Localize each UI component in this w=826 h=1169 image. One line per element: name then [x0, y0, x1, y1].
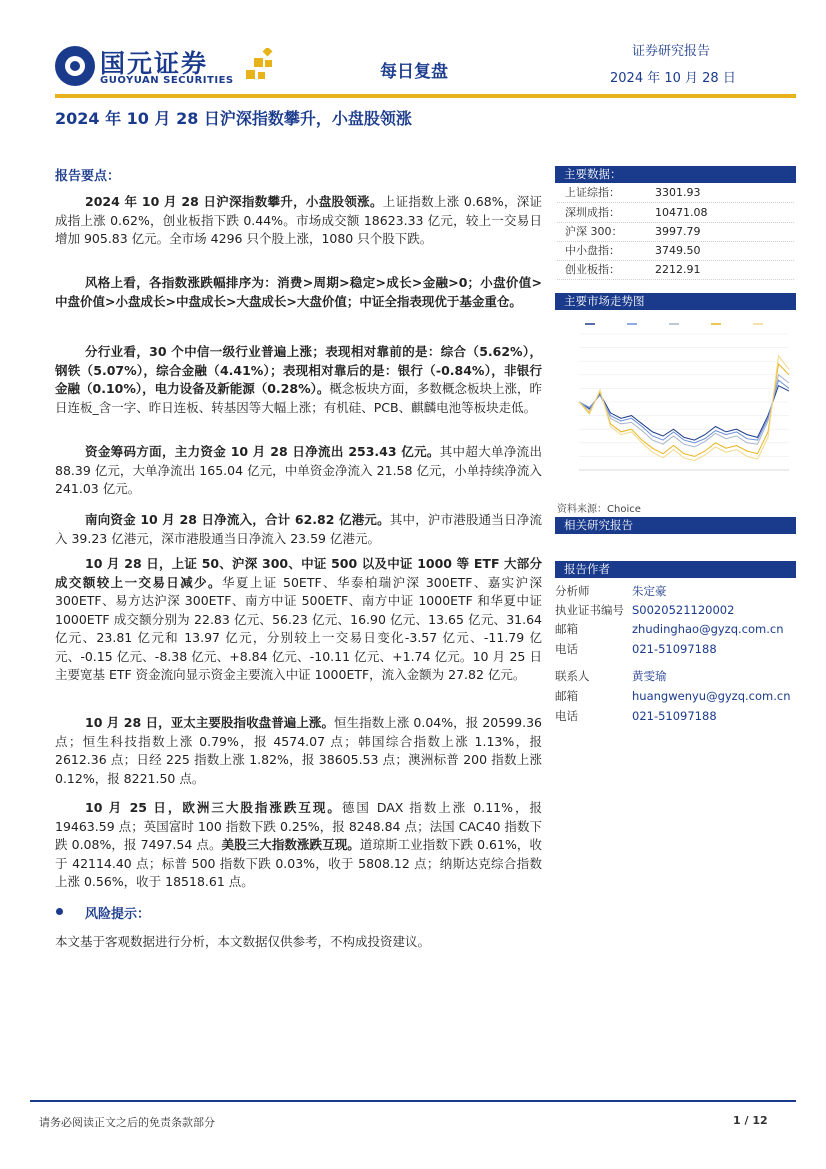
- main-data-header: 主要数据：: [555, 166, 796, 183]
- doc-type: 证券研究报告: [632, 44, 711, 59]
- paragraph-style: 风格上看，各指数涨跌幅排序为：消费>周期>稳定>成长>金融>0；小盘价值>中盘价值>小盘成长>中盘成长>大盘成长>大盘价值；中证全指表现优于基金重仓。: [55, 275, 542, 309]
- market-trend-chart: [557, 318, 795, 496]
- chart-series-line: [579, 375, 789, 447]
- main-data-row: 沪深 300： 3997.79: [557, 222, 794, 242]
- paragraph-capital: 资金筹码方面，主力资金 10 月 28 日净流出 253.43 亿元。其中超大单净流出 88.39 亿元，大单净流出 165.04 亿元，中单资金净流入 21.58 亿元，小单持续净流入 241.03 亿元。: [55, 444, 542, 496]
- page-number: 1 / 12: [733, 1114, 768, 1127]
- main-data-row: 中小盘指： 3749.50: [557, 241, 794, 261]
- paragraph-industry: 分行业看，30 个中信一级行业普遍上涨；表现相对靠前的是：综合（5.62%），钢铁（5.07%），综合金融（4.41%）；表现相对靠后的是：银行（-0.84%），非银行金融（0.10%），电力设备及新能源（0.28%）。概念板块方面，多数概念板块上涨，昨日连板_含一字、昨日连板、转基因等大幅上涨；有机硅、PCB、麒麟电池等板块走低。: [55, 344, 542, 415]
- main-data-row: 上证综指： 3301.93: [557, 183, 794, 203]
- paragraph-etf: 10 月 28 日，上证 50、沪深 300、中证 500 以及中证 1000 等 ETF 大部分成交额较上一交易日减少。华夏上证 50ETF、华泰柏瑞沪深 300ETF、嘉实沪深 300ETF、易方达沪深 300ETF、南方中证 500ETF、南方中证 1000ETF 和华夏中证 1000ETF 成交额分别为 22.83 亿元、56.23 亿元、16.90 亿元、13.65 亿元、31.64 亿元、23.81 亿元和 13.97 亿元，分别较上一交易日变化-3.57 亿元、-11.79 亿元、-0.15 亿元、-8.38 亿元、+8.84 亿元、-10.11 亿元、+1.74 亿元。10 月 25 日主要宽基 ETF 资金流向显示资金主要流入中证 1000ETF，流入金额为 27.82 亿元。: [55, 556, 542, 682]
- brand-name-en: GUOYUAN SECURITIES: [100, 75, 234, 86]
- paragraph-southbound: 南向资金 10 月 28 日净流入，合计 62.82 亿港元。其中，沪市港股通当日净流入 39.23 亿港元，深市港股通当日净流入 23.59 亿港元。: [55, 512, 542, 546]
- risk-label: 风险提示：: [85, 907, 151, 922]
- footer-disclaimer: 请务必阅读正文之后的免责条款部分: [39, 1116, 215, 1129]
- brand-name-cn: 国元证券: [100, 49, 209, 78]
- chart-series-line: [579, 380, 789, 443]
- author-header: 报告作者: [555, 561, 796, 578]
- related-reports-header: 相关研究报告: [555, 517, 796, 534]
- doc-date: 2024 年 10 月 28 日: [610, 71, 736, 86]
- chart-header: 主要市场走势图: [555, 293, 796, 310]
- chart-series-line: [579, 386, 789, 440]
- bullet-icon: [56, 908, 63, 915]
- chart-source: 资料来源：Choice: [557, 504, 641, 515]
- brand-mark-icon: [244, 48, 276, 84]
- footer-divider: [30, 1100, 796, 1102]
- main-data-row: 深圳成指： 10471.08: [557, 203, 794, 223]
- paragraph-europe-us: 10 月 25 日，欧洲三大股指涨跌互现。德国 DAX 指数上涨 0.11%，报 19463.59 点；英国富时 100 指数下跌 0.25%，报 8248.84 点；法国 CAC40 指数下跌 0.08%，报 7497.54 点。美股三大指数涨跌互现。道琼斯工业指数下跌 0.61%，收于 42114.40 点；标普 500 指数下跌 0.03%，收于 5808.12 点；纳斯达克综合指数上涨 0.56%，收于 18518.61 点。: [55, 800, 542, 889]
- header-section: 每日复盘: [380, 62, 448, 82]
- paragraph-market: 2024 年 10 月 28 日沪深指数攀升，小盘股领涨。上证指数上涨 0.68%，深证成指上涨 0.62%，创业板指下跌 0.44%。市场成交额 18623.33 亿元，较上一交易日增加 905.83 亿元。全市场 4296 只个股上涨，1080 只个股下跌。: [55, 194, 543, 246]
- summary-label: 报告要点：: [55, 169, 121, 184]
- page-title: 2024 年 10 月 28 日沪深指数攀升，小盘股领涨: [55, 109, 412, 128]
- paragraph-asia: 10 月 28 日，亚太主要股指收盘普遍上涨。恒生指数上涨 0.04%，报 20599.36 点；恒生科技指数上涨 0.79%，报 4574.07 点；韩国综合指数上涨 1.13%，报 2612.36 点；日经 225 指数上涨 1.82%，报 38605.53 点；澳洲标普 200 指数上涨 0.12%，报 8221.50 点。: [55, 715, 542, 786]
- header-divider: [55, 94, 796, 98]
- brand-logo-icon: [55, 46, 95, 86]
- risk-text: 本文基于客观数据进行分析，本文数据仅供参考，不构成投资建议。: [55, 934, 431, 949]
- chart-series-line: [579, 356, 789, 461]
- main-data-row: 创业板指： 2212.91: [557, 260, 794, 280]
